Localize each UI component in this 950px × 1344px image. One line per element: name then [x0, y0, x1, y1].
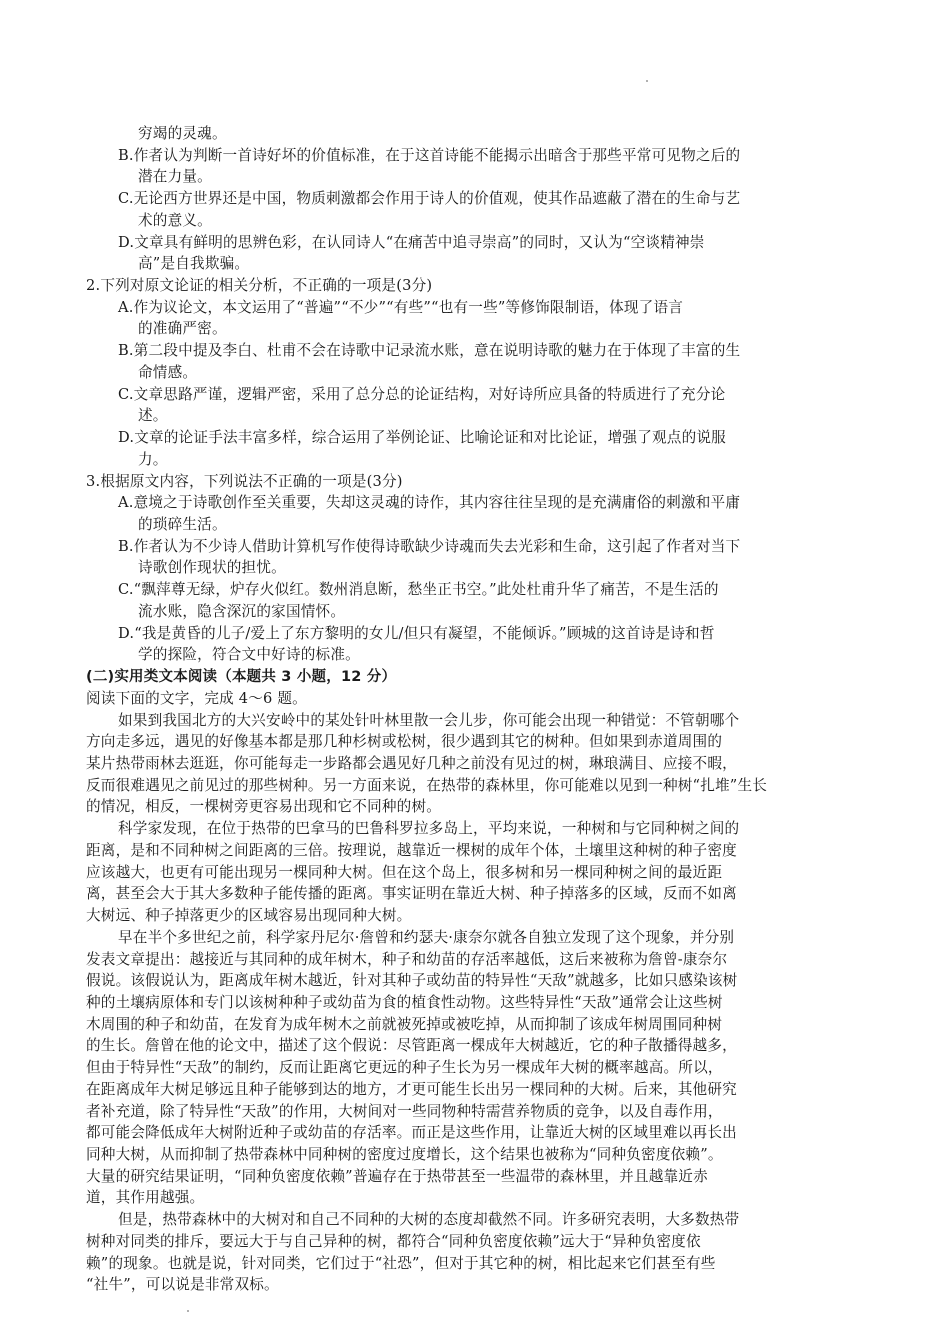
passage-line: 种的土壤病原体和专门以该树种种子或幼苗为食的植食性动物。这些特异性“天敌”通常会让这些树: [86, 994, 723, 1011]
q2-option-a-line1: A.作为议论文，本文运用了“普遍”“不少”“有些”“也有一些”等修饰限制语，体现了语言: [118, 299, 684, 316]
q1-option-b-line2: 潜在力量。: [138, 168, 212, 185]
q1-option-d-line1: D.文章具有鲜明的思辨色彩，在认同诗人“在痛苦中追寻崇高”的同时，又认为“空谈精神崇: [118, 234, 705, 251]
passage-line: 道，其作用越强。: [86, 1189, 205, 1206]
passage-line: 都可能会降低成年大树附近种子或幼苗的存活率。而正是这些作用，让靠近大树的区域里难以再长出: [86, 1124, 737, 1141]
q1-option-d-line2: 高”是自我欺骗。: [138, 255, 250, 272]
passage-line: 者补充道，除了特异性“天敌”的作用，大树间对一些同物种特需营养物质的竞争，以及自毒作用，: [86, 1103, 723, 1120]
scan-dot: [187, 1310, 189, 1312]
passage-line: 离，甚至会大于其大多数种子能传播的距离。事实证明在靠近大树、种子掉落多的区域，反而不如离: [86, 885, 737, 902]
passage-line: 的生长。詹曾在他的论文中，描述了这个假说：尽管距离一棵成年大树越近，它的种子散播得越多，: [86, 1037, 737, 1054]
passage-line: “社牛”，可以说是非常双标。: [86, 1276, 279, 1293]
q3-option-d-line2: 学的探险，符合文中好诗的标准。: [138, 646, 360, 663]
q3-option-a-line1: A.意境之于诗歌创作至关重要，失却这灵魂的诗作，其内容往往呈现的是充满庸俗的刺激和平庸: [118, 494, 741, 511]
passage-line: 发表文章提出：越接近与其同种的成年树木，种子和幼苗的存活率越低，这后来被称为詹曾-康奈尔: [86, 951, 728, 968]
passage-line: 某片热带雨林去逛逛，你可能每走一步路都会遇见好几种之前没有见过的树，琳琅满目、应接不暇，: [86, 755, 737, 772]
section-heading: (二)实用类文本阅读（本题共 3 小题，12 分）: [86, 669, 397, 685]
q3-option-b-line2: 诗歌创作现状的担忧。: [138, 559, 286, 576]
passage-line: 如果到我国北方的大兴安岭中的某处针叶林里散一会儿步，你可能会出现一种错觉：不管朝哪个: [118, 712, 740, 729]
q2-option-d-line2: 力。: [138, 451, 168, 468]
q2-stem: 2.下列对原文论证的相关分析，不正确的一项是(3分): [86, 277, 433, 294]
q3-option-d-line1: D.“我是黄昏的儿子/爱上了东方黎明的女儿/但只有凝望，不能倾诉。”顾城的这首诗是诗和哲: [118, 625, 715, 642]
passage-line: 树种对同类的排斥，要远大于与自己异种的树，都符合“同种负密度依赖”远大于“异种负密度依: [86, 1233, 701, 1250]
q3-option-c-line2: 流水账，隐含深沉的家国情怀。: [138, 603, 346, 620]
q2-option-d-line1: D.文章的论证手法丰富多样，综合运用了举例论证、比喻论证和对比论证，增强了观点的说服: [118, 429, 726, 446]
passage-line: 科学家发现，在位于热带的巴拿马的巴鲁科罗拉多岛上，平均来说，一种树和与它同种树之间的: [118, 820, 740, 837]
section-instruction: 阅读下面的文字，完成 4～6 题。: [86, 690, 307, 707]
q1-option-a-tail: 穷竭的灵魂。: [138, 125, 227, 142]
q2-option-b-line1: B.第二段中提及李白、杜甫不会在诗歌中记录流水账，意在说明诗歌的魅力在于体现了丰富的生: [118, 342, 741, 359]
passage-line: 的情况，相反，一棵树旁更容易出现和它不同种的树。: [86, 798, 442, 815]
passage-line: 赖”的现象。也就是说，针对同类，它们过于“社恐”，但对于其它种的树，相比起来它们甚至有些: [86, 1255, 716, 1272]
passage-line: 同种大树，从而抑制了热带森林中同种树的密度过度增长，这个结果也被称为“同种负密度依赖”。: [86, 1146, 723, 1163]
q1-option-c-line1: C.无论西方世界还是中国，物质刺激都会作用于诗人的价值观，使其作品遮蔽了潜在的生命与艺: [118, 190, 741, 207]
scan-dot: [646, 80, 648, 82]
passage-line: 但是，热带森林中的大树对和自己不同种的大树的态度却截然不同。许多研究表明，大多数热带: [118, 1211, 740, 1228]
passage-line: 方向走多远，遇见的好像基本都是那几种杉树或松树，很少遇到其它的树种。但如果到赤道周围的: [86, 733, 723, 750]
passage-line: 假说。该假说认为，距离成年树木越近，针对其种子或幼苗的特异性“天敌”就越多，比如只感染该树: [86, 972, 738, 989]
passage-line: 大树远、种子掉落更少的区域容易出现同种大树。: [86, 907, 412, 924]
q3-option-b-line1: B.作者认为不少诗人借助计算机写作使得诗歌缺少诗魂而失去光彩和生命，这引起了作者对当下: [118, 538, 741, 555]
q3-option-a-line2: 的琐碎生活。: [138, 516, 227, 533]
passage-line: 应该越大，也更有可能出现另一棵同种大树。但在这个岛上，很多树和另一棵同种树之间的最近距: [86, 864, 723, 881]
passage-line: 但由于特异性“天敌”的制约，反而让距离它更远的种子生长为另一棵成年大树的概率越高。所以，: [86, 1059, 723, 1076]
passage-line: 距离，是和不同种树之间距离的三倍。按理说，越靠近一棵树的成年个体，土壤里这种树的种子密度: [86, 842, 737, 859]
q1-option-c-line2: 术的意义。: [138, 212, 212, 229]
q2-option-c-line2: 述。: [138, 407, 168, 424]
passage-line: 反而很难遇见之前见过的那些树种。另一方面来说，在热带的森林里，你可能难以见到一种树“扎堆”生长: [86, 777, 768, 794]
passage-line: 早在半个多世纪之前，科学家丹尼尔·詹曾和约瑟夫·康奈尔就各自独立发现了这个现象，并分别: [118, 929, 735, 946]
q3-stem: 3.根据原文内容，下列说法不正确的一项是(3分): [86, 473, 403, 490]
q2-option-b-line2: 命情感。: [138, 364, 198, 381]
q2-option-c-line1: C.文章思路严谨，逻辑严密，采用了总分总的论证结构，对好诗所应具备的特质进行了充分论: [118, 386, 726, 403]
passage-line: 在距离成年大树足够远且种子能够到达的地方，才更可能生长出另一棵同种的大树。后来，其他研究: [86, 1081, 737, 1098]
q3-option-c-line1: C.“飘萍尊无绿，炉存火似红。数州消息断，愁坐正书空。”此处杜甫升华了痛苦，不是生活的: [118, 581, 719, 598]
passage-line: 大量的研究结果证明，“同种负密度依赖”普遍存在于热带甚至一些温带的森林里，并且越靠近赤: [86, 1168, 708, 1185]
q1-option-b-line1: B.作者认为判断一首诗好坏的价值标准，在于这首诗能不能揭示出暗含于那些平常可见物之后的: [118, 147, 741, 164]
q2-option-a-line2: 的准确严密。: [138, 320, 227, 337]
passage-line: 木周围的种子和幼苗，在发育为成年树木之前就被死掉或被吃掉，从而抑制了该成年树周围同种树: [86, 1016, 723, 1033]
